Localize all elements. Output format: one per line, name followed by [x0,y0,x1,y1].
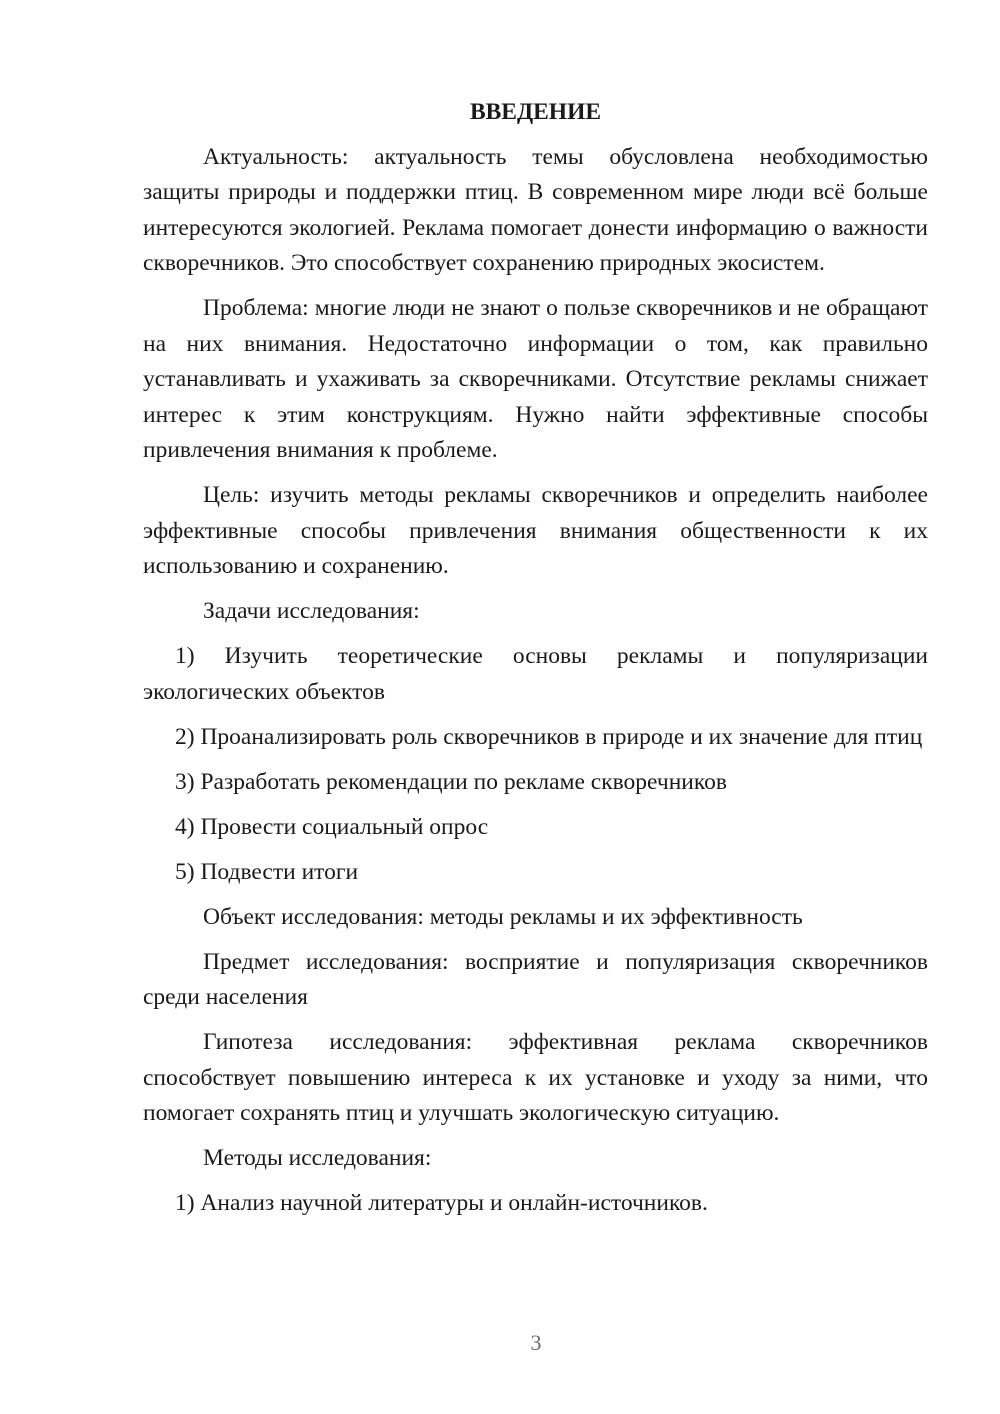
paragraph-relevance: Актуальность: актуальность темы обусловлена необходимостью защиты природы и поддержки птиц. В современном мире люди всё больше интересуются экологией. Реклама помогает донести информацию о важности скворечников. Это способствует сохранению природных экосистем. [143,143,928,276]
task-item-2: 2) Проанализировать роль скворечников в природе и их значение для птиц [175,723,923,750]
task-item-4: 4) Провести социальный опрос [175,813,489,840]
method-item-1: 1) Анализ научной литературы и онлайн-источников. [175,1190,708,1216]
section-heading: ВВЕДЕНИЕ [469,99,602,125]
methods-title: Методы исследования: [203,1145,432,1171]
document-body [143,95,928,1231]
paragraph-goal: Цель: изучить методы рекламы скворечников и определить наиболее эффективные способы привлечения внимания общественности к их использованию и сохранению. [143,482,928,579]
task-item-5: 5) Подвести итоги [175,858,359,885]
paragraph-problem: Проблема: многие люди не знают о пользе скворечников и не обращают на них внимания. Недостаточно информации о том, как правильно устанавливать и ухаживать за скворечниками. Отсутствие рекламы снижает интерес к этим конструкциям. Нужно найти эффективные способы привлечения внимания к проблеме. [143,295,928,463]
tasks-title: Задачи исследования: [203,598,420,624]
task-item-1: 1) Изучить теоретические основы рекламы и популяризации экологических объектов [143,643,928,705]
page-number: 3 [530,1330,542,1355]
paragraph-subject: Предмет исследования: восприятие и популяризация скворечников среди населения [143,948,928,1010]
paragraph-object: Объект исследования: методы рекламы и их эффективность [203,903,803,930]
paragraph-hypothesis: Гипотеза исследования: эффективная реклама скворечников способствует повышению интереса к их установке и уходу за ними, что помогает сохранять птиц и улучшать экологическую ситуацию. [143,1029,928,1126]
task-item-3: 3) Разработать рекомендации по рекламе скворечников [175,768,727,795]
